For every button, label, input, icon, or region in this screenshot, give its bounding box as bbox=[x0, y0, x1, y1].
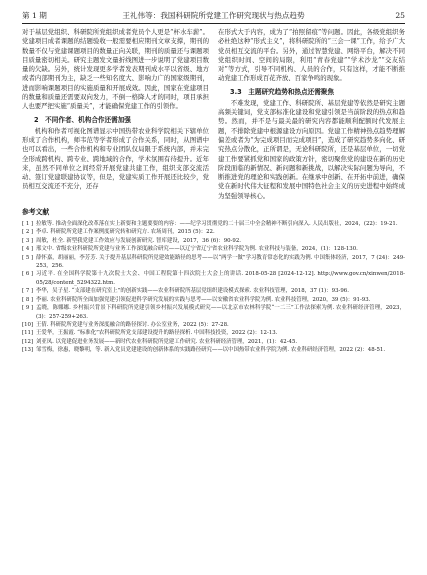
reference-text: 拉敏等. 推动全面深化改革落在实上新要和主题要要的内容：——纪学习贯彻党的二十届三中全会精神不断引向深入. 人民出版社，2024，(22)：19-21. bbox=[36, 221, 398, 228]
references-list bbox=[22, 220, 405, 355]
reference-text: 薛怀嘉，胡丽丽，李芳芳. 关于提升基层科研院所党建效能路径的思考——以“两学一做”学习教育常态化的实践为例. 中国集体经济，2017，7 (24)：249-253，256. bbox=[36, 254, 405, 270]
reference-item bbox=[22, 329, 405, 337]
reference-item bbox=[22, 321, 405, 329]
reference-text: 李华，吴子星. “支部建在研究室上”的创新实践——农业科研院所基层党组织建设模式探索. 农业科技管理，2018，37 (1)：93-96. bbox=[36, 288, 349, 295]
reference-item bbox=[22, 270, 405, 287]
reference-number: [ 1 ] bbox=[22, 221, 34, 228]
reference-number: [ 6 ] bbox=[22, 271, 34, 278]
reference-number: [ 2 ] bbox=[22, 229, 34, 236]
reference-text: 孟晓，陈娜娜. 乡村振兴背景下科研院所党建引领乡村振兴发展模式研究——以北京市农林科学院“一二三”工作法探索为例. 农业科研经济管理，2023，(3)：257-259+263. bbox=[36, 305, 405, 320]
reference-text: 李卓. 科研院所党建工作案例度研究转和研究方. 农场周刊，2015 (5)：22. bbox=[36, 229, 215, 236]
right-column bbox=[218, 28, 405, 201]
reference-item bbox=[22, 338, 405, 346]
reference-number: [13] bbox=[22, 347, 34, 354]
body-paragraph: 在形式大于内容，成为了“拍照留痕”等问题。因此，各级党组织务必杜绝这种“形式主义”，将科研院所的“三会一课”工作，给予广大党员相互交流的平台。另外，通过智慧党建、网络平台，解决不同党组织时间、空间的局限，利用“青春党建”“学术沙龙”“交友结对”等方式，引导不同机构、人员的合作，只有这样，才能不断推动党建工作形成百花齐放、百家争鸣的现象。 bbox=[218, 28, 405, 83]
section-heading: 2 不同作者、机构合作还需加强 bbox=[34, 115, 131, 124]
reference-text: 邢文中. 省级农业科研院所党建与业务工作深度融合研究——以辽宁省辽宁省农业科学院为例. 农业科技与装备，2024，(1)：128-130. bbox=[36, 246, 358, 253]
running-header bbox=[22, 10, 405, 24]
reference-number: [ 3 ] bbox=[22, 237, 34, 244]
reference-item bbox=[22, 228, 405, 236]
reference-text: 王倩. 科研院所党建与业务深度融合的路径探讨. 办公室业务，2022 (5)：27-28. bbox=[36, 321, 229, 328]
reference-number: [ 4 ] bbox=[22, 246, 34, 253]
body-paragraph: 不难发现，党建工作、科研院所、基层党建等依然是研究主题高频关键词，党支部标准化建设和党建引领是当前阶段的热点和趋势。然而，并不是与最关最的研究内容都能顺利配额时代发展主题，不排除党建中根源建设方向原因。党建工作精神热点趋势理解偏差或者为“为完成项目而完成项目”，造成了研究趋势多向化、研究热点分散化，正所谓是，无论科研院所，还是基层单位，一切党建工作要紧抓党和国家的政策方针，密切聚焦党的建设在新的历史阶段面临的新情况、新问题和新挑战，以解决实际问题为导向，不断推进党的理论和实践创新。在继承中创新、在开拓中前进，确保党在新时代伟大征程和发展中国特色社会主义的历史进程中始终成为坚强领导核心。 bbox=[218, 98, 405, 200]
reference-text: 李丽. 农业科研院所全面加强党建引领促进科学研究发展的实践与思考——以安徽省农业科学院为例. 农业科技管理，2020，39 (5)：91-93. bbox=[36, 296, 371, 303]
body-columns bbox=[22, 28, 405, 201]
body-paragraph: 对于基层党组织、科研院所党组织成者党员个人更是“杯水车薪”。党建项目成者课题的结题验收一般需要相应期刊文章支撑，期刊的数量不仅与党建课题项目的数量正向关联，期刊的质量还与课题项目质量密切相关。研究主题发文量折线图进一步说明了党建项目数量的欠缺。另外，统计发现更多学者发表期刊成水平以省级、地方或者内部期刊为主，缺乏一些知名度大、影响力广的国家级期刊，进而影响课题项目的实施质量和开展成效。因此，国家在党建项目的数量和质量还需要双向发力，不倒一格降人才的同时，项目承担人也要严把实施“质量关”，才能确保党建工作的引领作。 bbox=[22, 28, 209, 111]
reference-number: [ 9 ] bbox=[22, 305, 34, 312]
section-heading: 3.3 主题研究趋势和热点还需聚焦 bbox=[230, 87, 334, 96]
reference-number: [10] bbox=[22, 321, 34, 328]
reference-text: 邹雪梅，徐惠，晓黎明，等. 新入党员党建建设的创新体系的实践路径研究——以中国热带农业科学院为例. 农业科研经济管理，2022 (2)：48-51. bbox=[36, 347, 386, 354]
references-section bbox=[22, 207, 405, 355]
body-paragraph: 机构和作者可视化图谱显示中国热带农业科学院相关下辖单位形成了合作机构，师韦范等学者形成了合作关系，同时，从图谱中也可以看出，一些合作机构和专业团队仅局限于系统内部，并未完全形成跨机构、跨专业、跨地域的合作，学术氛围有待提升。近年来，虽然不同单位之间经常开展党建共建工作，组织支部交流活动、签订党建联建协议等，但是，党建实质工作开展还比较少，党员相互交流还不充分，还存 bbox=[22, 126, 209, 191]
reference-item bbox=[22, 296, 405, 304]
reference-number: [ 8 ] bbox=[22, 296, 34, 303]
reference-number: [ 5 ] bbox=[22, 254, 34, 261]
issue-number: 第 1 期 bbox=[22, 11, 47, 20]
reference-text: 习近平. 在全国科学院第十九次院士大会、中国工程院第十四次院士大会上的讲话. 2018-05-28 [2024-12-12]. http://www.gov.cn/xinwen/2018-05/28/content_5294322.htm. bbox=[36, 271, 405, 286]
references-title: 参考文献 bbox=[22, 208, 50, 217]
reference-text: 王爱华，王振霞. “标准化”农科研院所党支部建设提升的路径探析. 中国科技投资，2022 (2)：12-13. bbox=[36, 330, 278, 337]
reference-text: 刘亚凤. 以党建促进业务发展——新时代农业科研院所党建工作研究. 农业科研经济管理，2021，(1)：42-45. bbox=[36, 338, 298, 345]
reference-item bbox=[22, 220, 405, 228]
reference-item bbox=[22, 237, 405, 245]
reference-item bbox=[22, 254, 405, 271]
reference-number: [12] bbox=[22, 338, 34, 345]
reference-text: 周敏，杜全. 新型我党建工作效应与发展创新研究. 智库建设，2017，36 (6)：90-92. bbox=[36, 237, 241, 244]
reference-item bbox=[22, 346, 405, 354]
reference-number: [ 7 ] bbox=[22, 288, 34, 295]
left-column bbox=[22, 28, 209, 201]
reference-item bbox=[22, 304, 405, 321]
running-title: 王礼伟等：我国科研院所党建工作研究现状与热点趋势 bbox=[122, 11, 305, 20]
reference-number: [11] bbox=[22, 330, 34, 337]
page-number: 25 bbox=[395, 11, 405, 20]
reference-item bbox=[22, 245, 405, 253]
reference-item bbox=[22, 287, 405, 295]
